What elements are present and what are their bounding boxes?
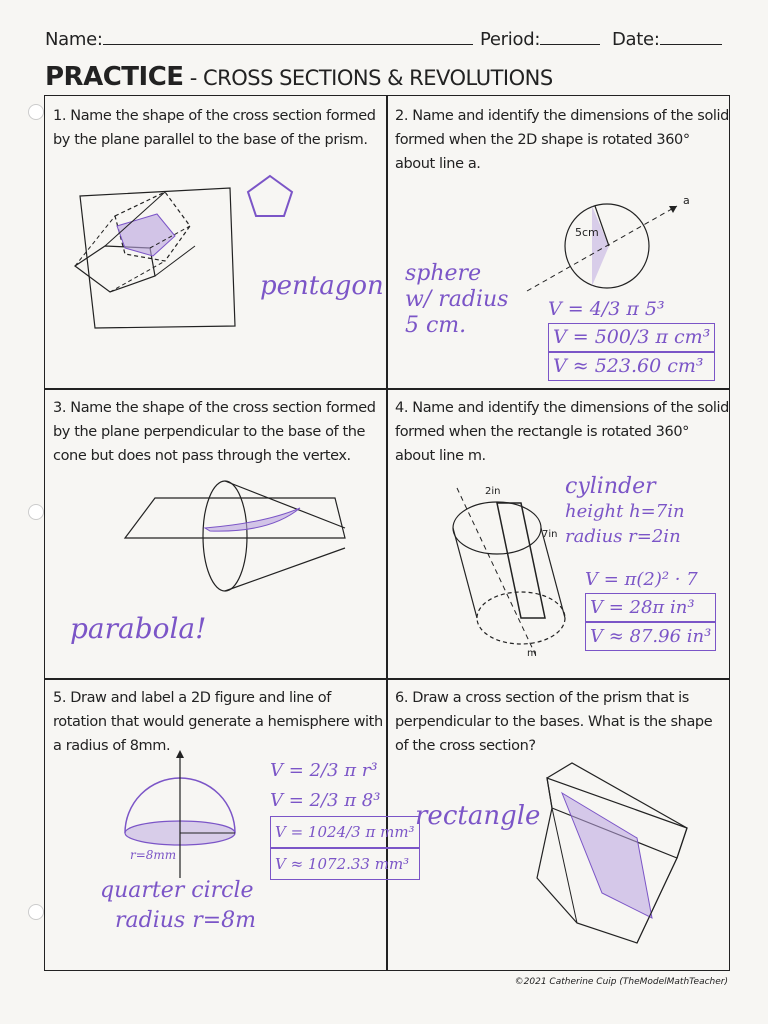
name-field[interactable] [45, 28, 473, 50]
hemisphere-radius-label: r=8mm [130, 848, 177, 862]
problem-1-answer: pentagon [260, 271, 384, 301]
date-label: Date: [612, 29, 660, 50]
copyright-footer: ©2021 Catherine Cuip (TheModelMathTeacher) [514, 977, 728, 987]
title-sub: - CROSS SECTIONS & REVOLUTIONS [183, 66, 553, 90]
period-field[interactable] [480, 28, 600, 50]
title-main: PRACTICE [45, 62, 184, 92]
rect-height-label: 7in [542, 529, 558, 540]
problem-5-work: V = 2/3 π r³ V = 2/3 π 8³ V = 1024/3 π mm³ V ≈ 1072.33 mm³ [270, 756, 420, 880]
problem-6-text: 6. Draw a cross section of the prism that is perpendicular to the bases. What is the shape of the cross section? [395, 690, 713, 754]
problem-2-work: V = 4/3 π 5³ V = 500/3 π cm³ V ≈ 523.60 cm³ [548, 296, 715, 381]
name-label: Name: [45, 29, 103, 50]
punch-hole [28, 104, 44, 120]
rect-width-label: 2in [485, 486, 501, 497]
problem-3-text: 3. Name the shape of the cross section formed by the plane perpendicular to the base of the cone but does not pass through the vertex. [53, 400, 376, 464]
punch-hole [28, 904, 44, 920]
problem-5-text: 5. Draw and label a 2D figure and line of rotation that would generate a hemisphere with a radius of 8mm. [53, 690, 383, 754]
problem-grid [44, 95, 730, 971]
problem-4-work: V = π(2)² · 7 V = 28π in³ V ≈ 87.96 in³ [585, 566, 716, 651]
period-label: Period: [480, 29, 541, 50]
problem-2-answer: sphere w/ radius 5 cm. [405, 261, 509, 338]
problem-3-answer: parabola! [70, 612, 207, 645]
problem-4-text: 4. Name and identify the dimensions of the solid formed when the rectangle is rotated 360° about line m. [395, 400, 729, 464]
problem-4-answer: cylinder height h=7in radius r=2in [565, 474, 685, 547]
worksheet-header [45, 28, 725, 62]
prism-figure [45, 96, 385, 386]
page-title [45, 62, 553, 92]
sphere-radius-label: 5cm [575, 226, 599, 239]
line-a-label: a [683, 194, 690, 207]
line-m-label: m [527, 648, 537, 659]
punch-hole [28, 504, 44, 520]
problem-5-answer: quarter circle radius r=8m [100, 878, 257, 933]
problem-2-text: 2. Name and identify the dimensions of the solid formed when the 2D shape is rotated 360° about line a. [395, 108, 729, 172]
date-field[interactable] [612, 28, 722, 50]
problem-1-text: 1. Name the shape of the cross section formed by the plane parallel to the base of the prism. [53, 108, 376, 148]
problem-6-answer: rectangle [415, 801, 541, 831]
